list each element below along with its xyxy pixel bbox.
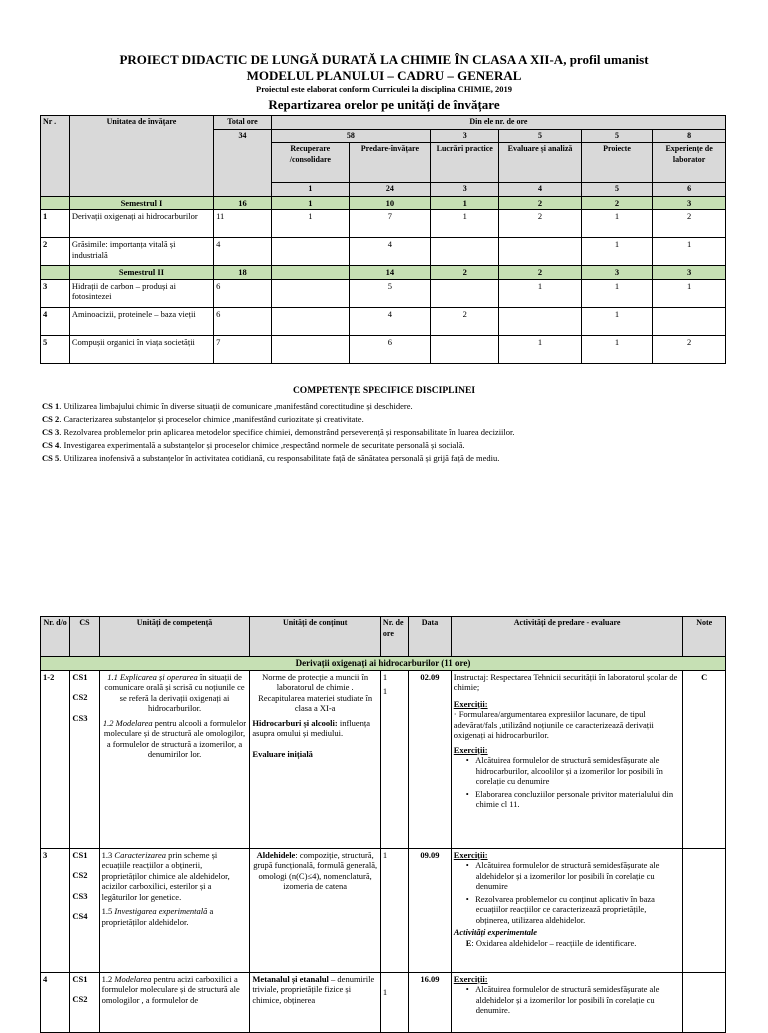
sub-total: 5	[581, 129, 653, 143]
sub-label: Proiecte	[581, 143, 653, 183]
header-date: Data	[409, 617, 451, 657]
competence-item: CS 2. Caracterizarea substanțelor și proceselor chimice ,manifestând curiozitate și creativitate.	[42, 414, 364, 424]
header-competence-units: Unități de competență	[99, 617, 250, 657]
table-row: 5 Compușii organici în viața societății 7 6 1 1 2	[41, 335, 726, 363]
sub-label: Predare-învățare	[349, 143, 430, 183]
hours-distribution-table	[40, 115, 726, 364]
table1-title: Repartizarea orelor pe unități de învățare	[268, 97, 500, 112]
sub-total: 8	[653, 129, 726, 143]
header-nr: Nr. d/o	[41, 617, 70, 657]
sub-num: 1	[271, 183, 349, 197]
sub-num: 6	[653, 183, 726, 197]
sub-label: Lucrări practice	[431, 143, 499, 183]
sub-num: 4	[499, 183, 581, 197]
sub-num: 3	[431, 183, 499, 197]
competence-item: CS 5. Utilizarea inofensivă a substanțelor în activitatea cotidiană, cu responsabilitate față de sănătatea personală și grijă față de mediu.	[42, 453, 500, 463]
sub-total: 5	[499, 129, 581, 143]
header-activities: Activități de predare - evaluare	[451, 617, 683, 657]
sub-label: Recuperare /consolidare	[271, 143, 349, 183]
header-din: Din ele nr. de ore	[271, 116, 725, 130]
header-nr: Nr .	[41, 116, 70, 197]
sub-num: 5	[581, 183, 653, 197]
header-content-units: Unități de conținut	[250, 617, 381, 657]
doc-subtitle: MODELUL PLANULUI – CADRU – GENERAL	[246, 68, 522, 83]
table-row: 2 Grăsimile: importanța vitală și industrială 4 4 1 1	[41, 238, 726, 266]
table-row: Semestrul I 16 1 10 1 2 2 3	[41, 196, 726, 210]
sub-num: 24	[349, 183, 430, 197]
doc-note: Proiectul este elaborat conform Curriculei la disciplina CHIMIE, 2019	[256, 84, 512, 94]
header-notes: Note	[683, 617, 726, 657]
table-row: 4 Aminoacizii, proteinele – baza vieții 6 4 2 1	[41, 307, 726, 335]
table-row: 1 Derivații oxigenați ai hidrocarburilor 11 1 7 1 2 1 2	[41, 210, 726, 238]
competences-title: COMPETENȚE SPECIFICE DISCIPLINEI	[292, 386, 476, 396]
table-row: 1-2 CS1 CS2 CS3 1.1 Explicarea și operarea în situații de comunicare orală și scrisă cu noțiunile ce se referă la derivații oxigenați ai hidrocarburilor. 1.2 Modelarea pentru alcooli a formulelor moleculare și de structură ale omologilor, a formulelor de structură a izomerilor, a denumirilor lor. Norme de protecție a muncii în laboratorul de chimie . Recapitularea materiei studiate în clasa a XI-a Hidrocarburi și alcooli: influența asupra omului și mediului. Evaluare inițială 1 1 02.09 Instructaj: Respectarea Tehnicii securității în laboratorul școlar de chimie; Exerciții: · Formularea/argumentarea expresiilor lacunare, de tipul adevărat/fals ,utilizând noțiunile ce caracterizează derivații oxigenați ai hidrocarburilor. Exerciții: • Alcătuirea formulelor de structură semidesfășurate ale hidrocarburilor, alcoolilor și a izomerilor lor posibili în corelație cu denumire • Elaborarea concluziilor personale privitor materialului din chimie cl 11. C	[41, 670, 726, 848]
sub-label: Evaluare și analiză	[499, 143, 581, 183]
header-cs: CS	[70, 617, 99, 657]
header-unit: Unitatea de învățare	[69, 116, 213, 197]
table-row: 3 CS1 CS2 CS3 CS4 1.3 Caracterizarea prin scheme și ecuațiile reacțiilor a obținerii, proprietăților chimice ale aldehidelor, acizilor carboxilici, esterilor și a legăturilor lor genetice. 1.5 Investigarea experimentală a proprietăților aldehidelor. Aldehidele: compoziție, structură, grupă funcțională, formulă generală, omologi (n(C)≤4), nomenclatură, izomeria de catena 1 09.09 Exerciții: • Alcătuirea formulelor de structură semidesfășurate ale aldehidelor și a izomerilor lor posibili în corelație cu denumire • Rezolvarea problemelor cu conținut aplicativ în baza ecuațiilor reacțiilor ce caracterizează proprietățile, obținerea, utilizarea aldehidelor. Activități experimentale E: Oxidarea aldehidelor – reacțiile de identificare.	[41, 848, 726, 972]
competence-item: CS 4. Investigarea experimentală a substanțelor și proceselor chimice ,respectând normele de securitate personală și socială.	[42, 440, 465, 450]
total-hours: 34	[214, 129, 272, 196]
table-row: 3 Hidrații de carbon – produși ai fotosintezei 6 5 1 1 1	[41, 279, 726, 307]
table-row: Semestrul II 18 14 2 2 3 3	[41, 266, 726, 280]
competence-item: CS 1. Utilizarea limbajului chimic în diverse situații de comunicare ,manifestând corectitudine și deschidere.	[42, 401, 413, 411]
competence-item: CS 3. Rezolvarea problemelor prin aplicarea metodelor specifice chimiei, demonstrând perseverență și responsabilitate în luarea deciziilor.	[42, 427, 515, 437]
sub-total: 3	[431, 129, 499, 143]
sub-total: 58	[271, 129, 430, 143]
header-total: Total ore	[214, 116, 272, 130]
section-row: Derivații oxigenați ai hidrocarburilor (11 ore)	[41, 657, 726, 671]
header-hours: Nr. de ore	[380, 617, 408, 657]
doc-title: PROIECT DIDACTIC DE LUNGĂ DURATĂ LA CHIMIE ÎN CLASA A XII-A, profil umanist	[119, 52, 649, 67]
sub-label: Experiențe de laborator	[653, 143, 726, 183]
long-term-plan-table	[40, 616, 726, 1033]
table-row: 4 CS1 CS2 1.2 Modelarea pentru acizi carboxilici a formulelor moleculare și de structură ale omologilor , a formulelor de Metanalul și etanalul – denumirile triviale, proprietățile fizice și chimice, obținerea 1 16.09 Exerciții: • Alcătuirea formulelor de structură semidesfășurate ale aldehidelor și a izomerilor lor posibili în corelație cu denumire.	[41, 972, 726, 1032]
